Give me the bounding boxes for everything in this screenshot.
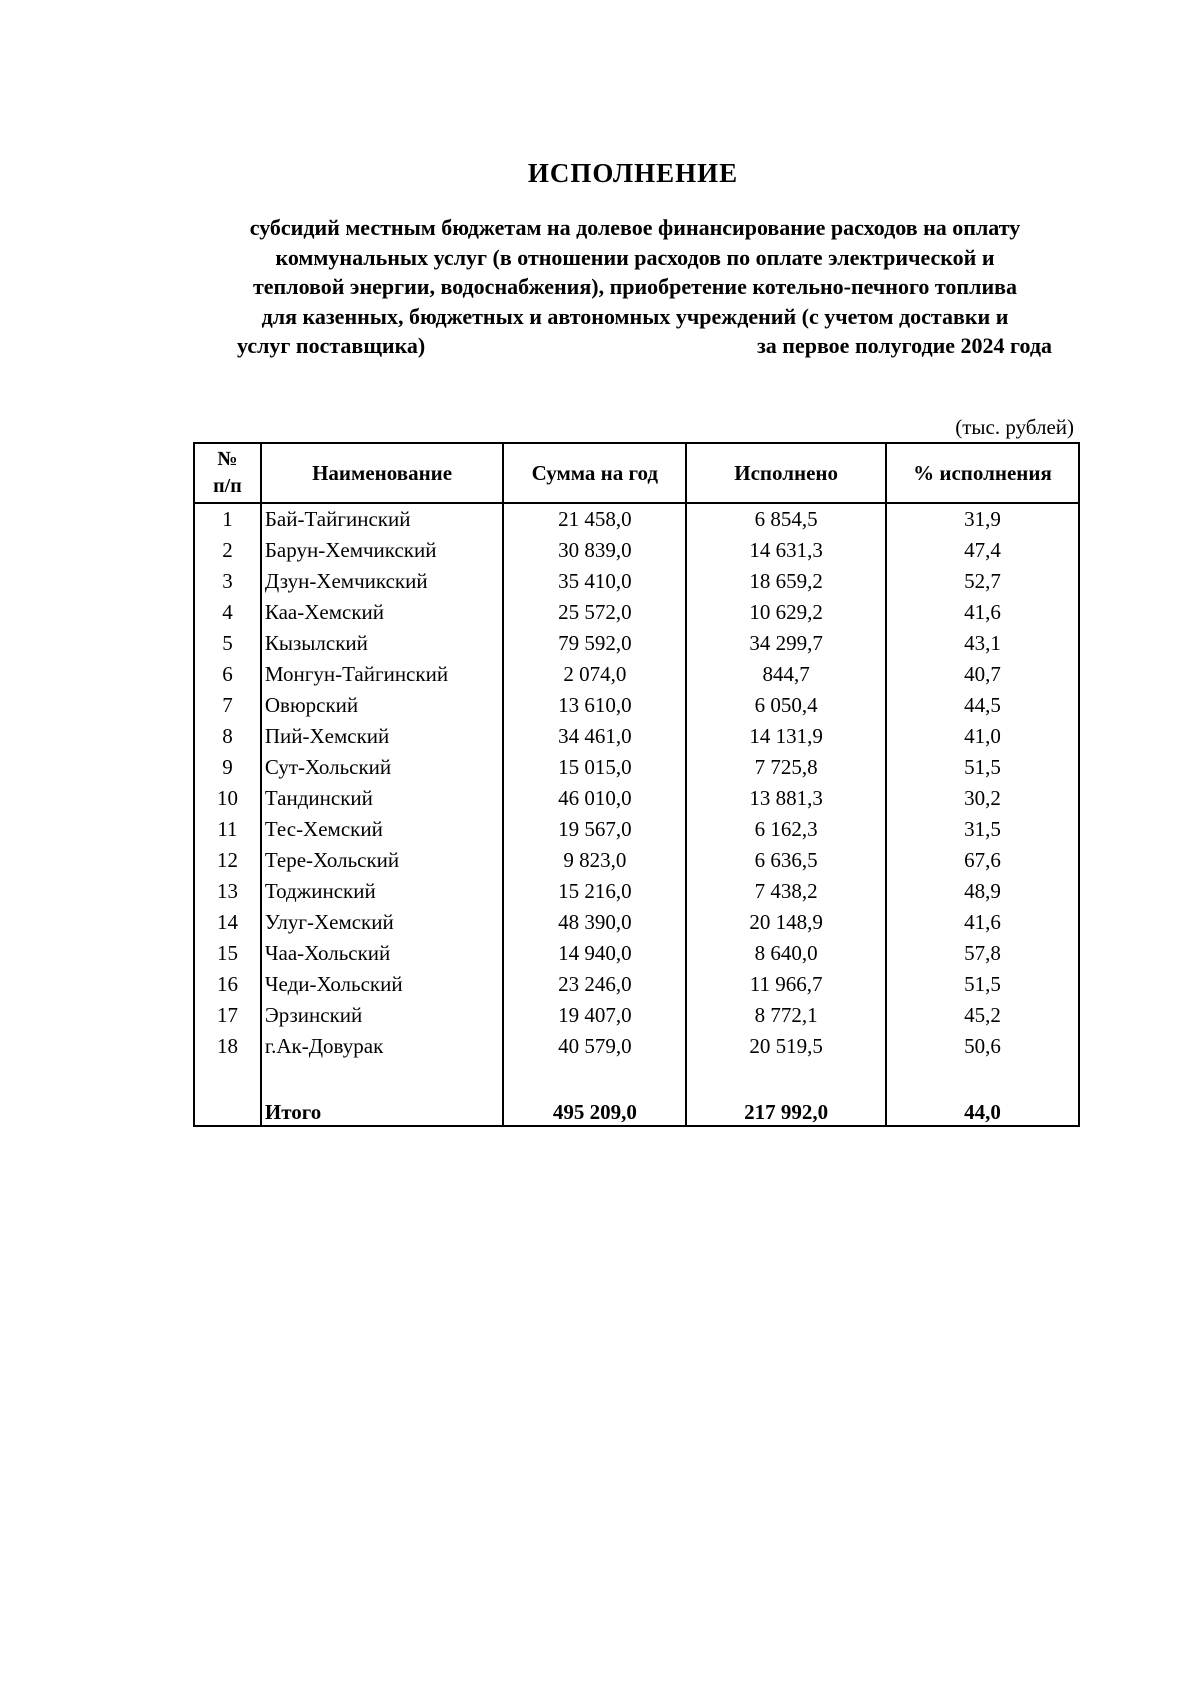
cell-exec: 6 854,5	[686, 503, 886, 535]
cell-number: 14	[194, 907, 261, 938]
table-row	[194, 535, 1079, 566]
table-row	[194, 845, 1079, 876]
cell-pct: 45,2	[886, 1000, 1079, 1031]
cell-number: 12	[194, 845, 261, 876]
header-plan: Сумма на год	[503, 443, 686, 503]
cell-plan: 48 390,0	[503, 907, 686, 938]
document-subtitle	[190, 213, 1080, 361]
header-name: Наименование	[261, 443, 503, 503]
cell-number: 11	[194, 814, 261, 845]
cell-name: Каа-Хемский	[261, 597, 503, 628]
cell-plan: 34 461,0	[503, 721, 686, 752]
cell-exec: 7 438,2	[686, 876, 886, 907]
cell-pct: 41,0	[886, 721, 1079, 752]
cell-exec: 6 162,3	[686, 814, 886, 845]
cell-pct: 31,9	[886, 503, 1079, 535]
cell-pct: 48,9	[886, 876, 1079, 907]
cell-exec: 34 299,7	[686, 628, 886, 659]
subtitle-line: коммунальных услуг (в отношении расходов по оплате электрической и	[275, 244, 995, 270]
table-row	[194, 814, 1079, 845]
cell-pct: 31,5	[886, 814, 1079, 845]
cell-pct: 51,5	[886, 969, 1079, 1000]
cell-plan: 40 579,0	[503, 1031, 686, 1062]
cell-plan: 30 839,0	[503, 535, 686, 566]
subtitle-line: для казенных, бюджетных и автономных учреждений (с учетом доставки и	[261, 303, 1009, 329]
cell-exec: 8 640,0	[686, 938, 886, 969]
table-row	[194, 597, 1079, 628]
cell-pct: 43,1	[886, 628, 1079, 659]
cell-number: 5	[194, 628, 261, 659]
spacer-row	[194, 1062, 1079, 1093]
cell-pct: 67,6	[886, 845, 1079, 876]
header-exec: Исполнено	[686, 443, 886, 503]
total-row	[194, 1093, 1079, 1126]
subtitle-line: тепловой энергии, водоснабжения), приобретение котельно-печного топлива	[252, 274, 1018, 299]
cell-number: 17	[194, 1000, 261, 1031]
cell-pct: 44,5	[886, 690, 1079, 721]
cell-exec: 8 772,1	[686, 1000, 886, 1031]
cell-pct: 50,6	[886, 1031, 1079, 1062]
cell-plan: 19 407,0	[503, 1000, 686, 1031]
header-pct: % исполнения	[886, 443, 1079, 503]
cell-number: 3	[194, 566, 261, 597]
cell-exec: 6 050,4	[686, 690, 886, 721]
table-row	[194, 783, 1079, 814]
total-pct: 44,0	[886, 1093, 1079, 1126]
cell-exec: 10 629,2	[686, 597, 886, 628]
cell-plan: 23 246,0	[503, 969, 686, 1000]
table-row	[194, 1000, 1079, 1031]
cell-plan: 14 940,0	[503, 938, 686, 969]
cell-pct: 57,8	[886, 938, 1079, 969]
cell-plan: 25 572,0	[503, 597, 686, 628]
cell-exec: 6 636,5	[686, 845, 886, 876]
total-exec: 217 992,0	[686, 1093, 886, 1126]
cell-name: Бай-Тайгинский	[261, 503, 503, 535]
subtitle-last-line	[190, 331, 1080, 361]
cell-exec: 11 966,7	[686, 969, 886, 1000]
table-row	[194, 1031, 1079, 1062]
table-row	[194, 907, 1079, 938]
table-row	[194, 969, 1079, 1000]
cell-plan: 9 823,0	[503, 845, 686, 876]
header-number	[194, 443, 261, 503]
table-row	[194, 752, 1079, 783]
table-row	[194, 659, 1079, 690]
table-body	[194, 503, 1079, 1126]
cell-number: 16	[194, 969, 261, 1000]
cell-pct: 41,6	[886, 597, 1079, 628]
cell-name: Тере-Хольский	[261, 845, 503, 876]
cell-exec: 20 148,9	[686, 907, 886, 938]
cell-exec: 844,7	[686, 659, 886, 690]
cell-name: Овюрский	[261, 690, 503, 721]
cell-number: 15	[194, 938, 261, 969]
cell-exec: 13 881,3	[686, 783, 886, 814]
cell-pct: 52,7	[886, 566, 1079, 597]
table-row	[194, 628, 1079, 659]
cell-name: Эрзинский	[261, 1000, 503, 1031]
cell-name: Тандинский	[261, 783, 503, 814]
cell-pct: 47,4	[886, 535, 1079, 566]
cell-name: Тоджинский	[261, 876, 503, 907]
header-number-sign: №	[217, 448, 238, 470]
cell-name: Монгун-Тайгинский	[261, 659, 503, 690]
cell-plan: 13 610,0	[503, 690, 686, 721]
cell-number: 4	[194, 597, 261, 628]
table-row	[194, 566, 1079, 597]
table-row	[194, 721, 1079, 752]
cell-exec: 18 659,2	[686, 566, 886, 597]
cell-name: Барун-Хемчикский	[261, 535, 503, 566]
table-row	[194, 938, 1079, 969]
units-label: (тыс. рублей)	[955, 415, 1074, 439]
table-row	[194, 690, 1079, 721]
cell-number: 13	[194, 876, 261, 907]
cell-number: 1	[194, 503, 261, 535]
cell-number: 2	[194, 535, 261, 566]
cell-pct: 40,7	[886, 659, 1079, 690]
document-title: ИСПОЛНЕНИЕ	[527, 158, 739, 188]
cell-name: Чаа-Хольский	[261, 938, 503, 969]
cell-plan: 19 567,0	[503, 814, 686, 845]
subtitle-period-text: за первое полугодие 2024 года	[756, 333, 1052, 358]
cell-name: Пий-Хемский	[261, 721, 503, 752]
cell-name: Сут-Хольский	[261, 752, 503, 783]
cell-pct: 30,2	[886, 783, 1079, 814]
cell-plan: 15 216,0	[503, 876, 686, 907]
header-number-abbrev: п/п	[213, 475, 242, 497]
total-label: Итого	[261, 1093, 503, 1126]
cell-number: 9	[194, 752, 261, 783]
cell-number: 10	[194, 783, 261, 814]
cell-exec: 20 519,5	[686, 1031, 886, 1062]
cell-number: 6	[194, 659, 261, 690]
cell-name: Кызылский	[261, 628, 503, 659]
total-plan: 495 209,0	[503, 1093, 686, 1126]
execution-table	[193, 442, 1080, 1127]
cell-plan: 79 592,0	[503, 628, 686, 659]
cell-number: 7	[194, 690, 261, 721]
table-header-row	[194, 443, 1079, 503]
subtitle-supplier-text: услуг поставщика)	[237, 333, 426, 358]
table-row	[194, 876, 1079, 907]
cell-plan: 21 458,0	[503, 503, 686, 535]
cell-plan: 15 015,0	[503, 752, 686, 783]
cell-number: 18	[194, 1031, 261, 1062]
cell-pct: 51,5	[886, 752, 1079, 783]
cell-name: Чеди-Хольский	[261, 969, 503, 1000]
cell-name: Улуг-Хемский	[261, 907, 503, 938]
cell-name: Дзун-Хемчикский	[261, 566, 503, 597]
cell-plan: 35 410,0	[503, 566, 686, 597]
cell-exec: 14 131,9	[686, 721, 886, 752]
cell-exec: 14 631,3	[686, 535, 886, 566]
total-number-cell	[194, 1093, 261, 1126]
subtitle-line: субсидий местным бюджетам на долевое финансирование расходов на оплату	[249, 215, 1021, 240]
cell-name: Тес-Хемский	[261, 814, 503, 845]
cell-pct: 41,6	[886, 907, 1079, 938]
cell-name: г.Ак-Довурак	[261, 1031, 503, 1062]
cell-number: 8	[194, 721, 261, 752]
cell-plan: 2 074,0	[503, 659, 686, 690]
cell-plan: 46 010,0	[503, 783, 686, 814]
cell-exec: 7 725,8	[686, 752, 886, 783]
table-row	[194, 503, 1079, 535]
